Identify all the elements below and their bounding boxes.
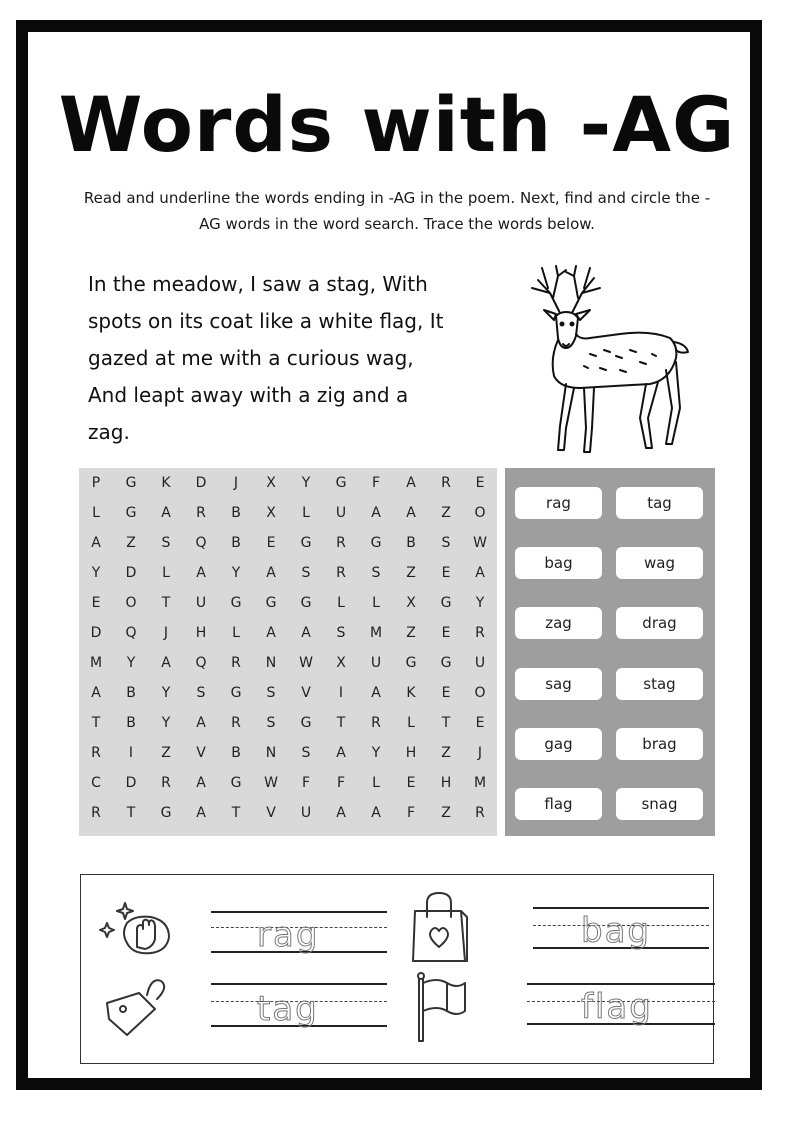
word-search-letter[interactable]: G [230,595,242,611]
word-search-letter[interactable]: Z [161,745,171,761]
word-bank-chip: brag [616,728,703,760]
word-search-letter[interactable]: G [300,595,312,611]
trace-word[interactable]: rag [257,915,320,955]
word-search-letter[interactable]: T [336,715,346,731]
writing-line-top [527,983,715,985]
word-search-letter[interactable]: L [372,775,380,791]
price-tag-icon [103,973,167,1039]
word-search-letter[interactable]: R [441,475,451,491]
word-search-letter[interactable]: M [473,775,487,791]
word-search-letter[interactable]: Q [195,535,207,551]
word-search-row [79,588,497,618]
word-search-row [79,528,497,558]
word-search-letter[interactable]: A [406,505,416,521]
word-search-letter[interactable]: T [126,805,136,821]
word-search-letter[interactable]: M [369,625,383,641]
word-search-letter[interactable]: R [231,715,241,731]
word-search-letter[interactable]: D [195,475,207,491]
word-search-letter[interactable]: T [161,595,171,611]
word-search-letter[interactable]: X [406,595,416,611]
word-search-letter[interactable]: N [265,745,277,761]
word-search-letter[interactable]: D [90,625,102,641]
poem-line: spots on its coat like a white flag, It [88,309,444,333]
word-search-letter[interactable]: O [474,685,486,701]
word-search-letter[interactable]: U [195,595,207,611]
poem-line: In the meadow, I saw a stag, With [88,272,428,296]
word-search-letter[interactable]: B [231,535,241,551]
page-title: Words with -AG [58,80,736,169]
word-search-letter[interactable]: U [335,505,347,521]
word-search-letter[interactable]: L [302,505,310,521]
word-search-letter[interactable]: U [370,655,382,671]
word-bank-chip: sag [515,668,602,700]
word-bank-chip: gag [515,728,602,760]
word-search-letter[interactable]: G [405,655,417,671]
word-search-letter[interactable]: Y [231,565,241,581]
word-search-letter[interactable]: A [406,475,416,491]
word-search-letter[interactable]: K [161,475,171,491]
word-search-row [79,618,497,648]
word-search-letter[interactable]: E [475,715,485,731]
word-search-letter[interactable]: R [231,655,241,671]
word-search-letter[interactable]: Y [161,715,171,731]
word-search-letter[interactable]: F [301,775,311,791]
word-search-letter[interactable]: B [231,745,241,761]
word-search-letter[interactable]: R [196,505,206,521]
word-search-letter[interactable]: B [231,505,241,521]
word-search-letter[interactable]: G [125,505,137,521]
word-search-letter[interactable]: T [91,715,101,731]
word-bank-chip: bag [515,547,602,579]
word-search-letter[interactable]: J [233,475,239,491]
word-search-letter[interactable]: A [371,685,381,701]
trace-word[interactable]: tag [257,989,319,1029]
word-search-letter[interactable]: S [266,715,276,731]
word-search-letter[interactable]: Y [301,475,311,491]
poem [88,266,498,451]
word-search-letter[interactable]: A [475,565,485,581]
word-search-letter[interactable]: Y [126,655,136,671]
word-bank-chip: drag [616,607,703,639]
word-search-letter[interactable]: A [196,775,206,791]
word-search-letter[interactable]: A [161,655,171,671]
word-search-letter[interactable]: G [300,535,312,551]
word-search-letter[interactable]: A [196,565,206,581]
word-search-letter[interactable]: A [161,505,171,521]
word-search-letter[interactable]: I [128,745,134,761]
word-search-letter[interactable]: A [266,625,276,641]
word-search-letter[interactable]: E [441,625,451,641]
word-search-letter[interactable]: I [338,685,344,701]
word-search-letter[interactable]: R [475,805,485,821]
word-bank-chip: snag [616,788,703,820]
word-bank-chip: tag [616,487,703,519]
word-search-letter[interactable]: S [301,565,311,581]
word-search-letter[interactable]: U [474,655,486,671]
word-search-letter[interactable]: E [91,595,101,611]
word-search-letter[interactable]: M [89,655,103,671]
word-search-letter[interactable]: Y [91,565,101,581]
word-search-letter[interactable]: V [266,805,276,821]
word-search-letter[interactable]: S [371,565,381,581]
word-search-letter[interactable]: Z [406,565,416,581]
instructions-text: Read and underline the words ending in -AG in the poem. Next, find and circle the -AG words in the word search. Trace the words below. [83,189,711,233]
writing-line-top [533,907,709,909]
word-search-letter[interactable]: Y [161,685,171,701]
word-search-letter[interactable]: V [301,685,311,701]
word-search-letter[interactable]: X [266,505,276,521]
word-search-letter[interactable]: A [371,805,381,821]
word-search-row [79,468,497,498]
word-search-letter[interactable]: F [336,775,346,791]
word-search-letter[interactable]: L [407,715,415,731]
word-search-row [79,678,497,708]
word-search-letter[interactable]: F [406,805,416,821]
word-search-letter[interactable]: R [161,775,171,791]
poem-line: zag. [88,420,130,444]
word-search-letter[interactable]: A [91,685,101,701]
word-search-letter[interactable]: B [126,685,136,701]
word-search-letter[interactable]: A [371,505,381,521]
word-search-letter[interactable]: G [335,475,347,491]
word-search-letter[interactable]: G [125,475,137,491]
word-search-letter[interactable]: J [477,745,483,761]
word-search-row [79,738,497,768]
word-search-letter[interactable]: L [372,595,380,611]
word-search-letter[interactable]: Z [441,505,451,521]
word-search-letter[interactable]: O [125,595,137,611]
word-search-letter[interactable]: K [406,685,416,701]
word-search-letter[interactable]: V [196,745,206,761]
word-search-letter[interactable]: G [265,595,277,611]
stag-illustration [520,258,700,458]
word-search-letter[interactable]: Q [125,625,137,641]
word-search-letter[interactable]: A [301,625,311,641]
writing-line-top [211,983,387,985]
word-search-letter[interactable]: P [91,475,101,491]
poem-line: And leapt away with a zig and a [88,383,409,407]
word-search-row [79,558,497,588]
word-search-letter[interactable]: T [231,805,241,821]
word-search-letter[interactable]: E [266,535,276,551]
word-search-letter[interactable]: F [371,475,381,491]
word-search-letter[interactable]: A [196,805,206,821]
word-search-letter[interactable]: R [336,565,346,581]
word-search-letter[interactable]: G [440,655,452,671]
tracing-section [80,874,714,1064]
word-search-letter[interactable]: D [125,565,137,581]
word-search-letter[interactable]: H [195,625,207,641]
word-search-letter[interactable]: G [160,805,172,821]
word-search-letter[interactable]: R [336,535,346,551]
word-search-letter[interactable]: G [230,685,242,701]
word-search-row [79,498,497,528]
word-bank-chip: zag [515,607,602,639]
trace-word[interactable]: bag [581,911,651,951]
word-search-letter[interactable]: H [405,745,417,761]
word-search-row [79,708,497,738]
word-search-letter[interactable]: S [336,625,346,641]
word-search-row [79,798,497,828]
word-search-letter[interactable]: E [406,775,416,791]
word-search-letter[interactable]: X [266,475,276,491]
word-search-letter[interactable]: E [441,565,451,581]
word-search-letter[interactable]: G [440,595,452,611]
word-search-letter[interactable]: Y [475,595,485,611]
word-search-letter[interactable]: G [300,715,312,731]
word-search-letter[interactable]: R [91,805,101,821]
word-search-letter[interactable]: D [125,775,137,791]
word-search-letter[interactable]: W [473,535,487,551]
poem-line: gazed at me with a curious wag, [88,346,414,370]
word-search-letter[interactable]: E [475,475,485,491]
word-search-letter[interactable]: X [336,655,346,671]
word-search-letter[interactable]: R [91,745,101,761]
cleaning-rag-icon [95,893,175,957]
word-search-letter[interactable]: U [300,805,312,821]
word-search-letter[interactable]: L [92,505,100,521]
word-search-letter[interactable]: Z [441,745,451,761]
word-bank-chip: flag [515,788,602,820]
word-search-letter[interactable]: A [91,535,101,551]
shopping-bag-icon [409,889,471,965]
word-search-letter[interactable]: Z [406,625,416,641]
word-search-letter[interactable]: Y [371,745,381,761]
word-search-row [79,768,497,798]
word-search-letter[interactable]: S [441,535,451,551]
word-search-letter[interactable]: R [371,715,381,731]
word-search-letter[interactable]: L [232,625,240,641]
word-search-letter[interactable]: G [370,535,382,551]
word-search-letter[interactable]: Q [195,655,207,671]
word-bank-chip: stag [616,668,703,700]
word-search-letter[interactable]: H [440,775,452,791]
word-search-letter[interactable]: G [230,775,242,791]
word-search-letter[interactable]: J [163,625,169,641]
writing-line-top [211,911,387,913]
word-search-letter[interactable]: R [475,625,485,641]
word-search-grid [79,468,497,836]
word-bank-chip: wag [616,547,703,579]
word-search-letter[interactable]: B [126,715,136,731]
word-search-letter[interactable]: C [91,775,101,791]
word-search-letter[interactable]: O [474,505,486,521]
word-search-letter[interactable]: N [265,655,277,671]
word-search-letter[interactable]: L [162,565,170,581]
word-search-letter[interactable]: L [337,595,345,611]
word-search-letter[interactable]: A [336,745,346,761]
word-search-letter[interactable]: S [301,745,311,761]
word-search-letter[interactable]: B [406,535,416,551]
word-search-letter[interactable]: S [196,685,206,701]
word-search-letter[interactable]: Z [441,805,451,821]
word-search-letter[interactable]: Z [126,535,136,551]
word-search-letter[interactable]: A [266,565,276,581]
word-search-letter[interactable]: S [266,685,276,701]
word-search-letter[interactable]: W [264,775,278,791]
trace-word[interactable]: flag [581,987,653,1027]
word-search-letter[interactable]: T [441,715,451,731]
word-search-row [79,648,497,678]
word-bank-chip: rag [515,487,602,519]
word-search-letter[interactable]: W [299,655,313,671]
word-search-letter[interactable]: A [196,715,206,731]
word-search-letter[interactable]: S [161,535,171,551]
flag-icon [413,971,469,1043]
word-search-letter[interactable]: E [441,685,451,701]
word-search-letter[interactable]: A [336,805,346,821]
word-bank [505,468,715,836]
